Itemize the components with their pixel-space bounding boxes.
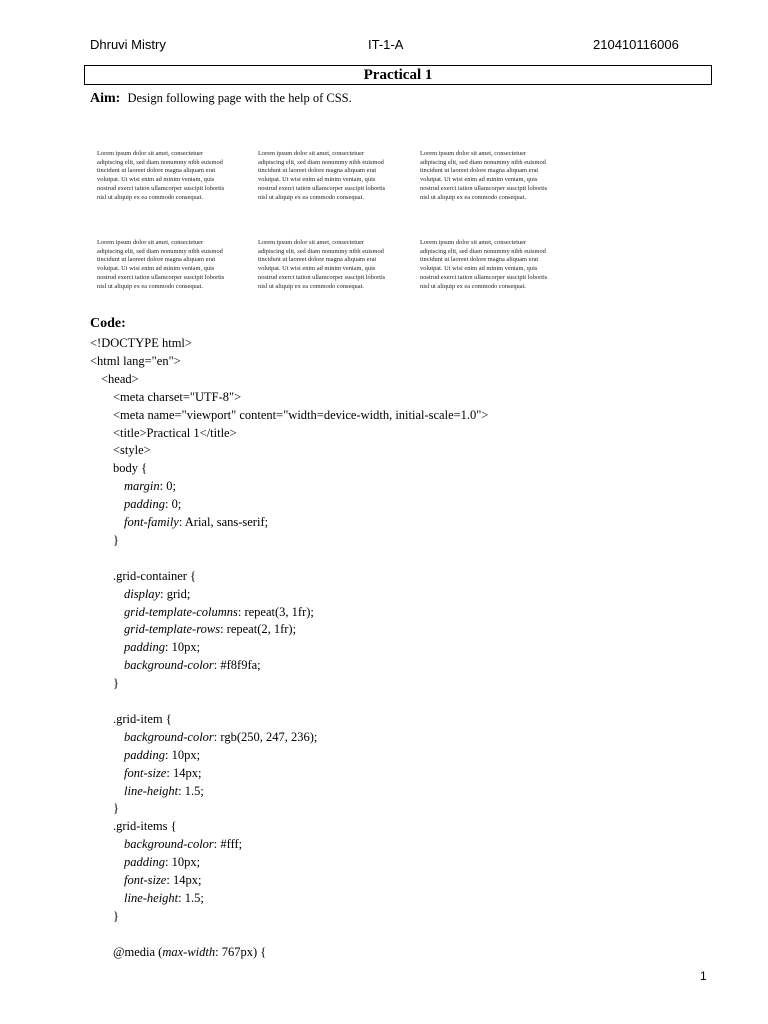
code-line: <head> [101,371,139,386]
sample-grid-line: volutpat. Ut wisi enim ad minim veniam, quis [420,265,538,273]
code-line: <meta name="viewport" content="width=device-width, initial-scale=1.0"> [113,407,489,422]
sample-grid-line: nisl ut aliquip ex ea commodo consequat. [420,282,526,290]
sample-grid-cell [258,150,398,202]
css-value: : 1.5; [178,783,204,798]
sample-grid-line: nostrud exerci tation ullamcorper suscipit lobortis [420,184,548,192]
sample-grid-line: adipiscing elit, sed diam nonummy nibh euismod [420,158,546,166]
css-value: : 10px; [164,747,201,762]
sample-grid-line: volutpat. Ut wisi enim ad minim veniam, quis [97,176,215,184]
css-property: line-height [124,783,179,798]
aim-text: Design following page with the help of CSS. [127,91,352,105]
sample-grid-line: nostrud exerci tation ullamcorper suscipit lobortis [258,273,386,281]
code-line: <meta charset="UTF-8"> [113,389,242,404]
css-property: padding [124,640,165,655]
sample-grid-cell [97,239,237,291]
css-value: : grid; [160,586,191,601]
sample-grid-line: nostrud exerci tation ullamcorper suscipit lobortis [97,273,225,281]
css-value: : #f8f9fa; [213,658,261,673]
practical-title [84,65,712,85]
header-student-name: Dhruvi Mistry [90,37,166,52]
css-property: background-color [124,658,214,673]
css-property: margin [124,479,160,494]
sample-grid-line: nisl ut aliquip ex ea commodo consequat. [420,193,526,201]
sample-grid-image [97,150,577,300]
code-line [124,603,314,621]
code-line [124,638,200,656]
code-line [124,746,200,764]
code-line: .grid-item { [113,711,172,726]
code-line: } [113,801,119,816]
code-line [124,782,204,800]
sample-grid-line: Lorem ipsum dolor sit amet, consectetuer [420,150,527,157]
css-value: : rgb(250, 247, 236); [213,729,318,744]
css-property: font-family [124,515,179,529]
sample-grid-line: adipiscing elit, sed diam nonummy nibh euismod [258,247,384,255]
sample-grid-line: Lorem ipsum dolor sit amet, consectetuer [97,239,204,246]
code-line [124,620,296,638]
sample-grid-line: Lorem ipsum dolor sit amet, consectetuer [420,239,527,246]
sample-grid-line: Lorem ipsum dolor sit amet, consectetuer [258,150,365,157]
sample-grid-cell [420,150,560,202]
sample-grid-cell [258,239,398,291]
code-line [124,889,204,907]
sample-grid-line: tincidunt ut laoreet dolore magna aliquam erat [258,256,377,264]
sample-grid-line: nostrud exerci tation ullamcorper suscipit lobortis [258,184,386,192]
css-property: font-size [124,765,167,780]
sample-grid-line: adipiscing elit, sed diam nonummy nibh euismod [420,247,546,255]
sample-grid-cell [97,150,237,202]
sample-grid-line: volutpat. Ut wisi enim ad minim veniam, quis [258,265,376,273]
code-line: .grid-items { [113,819,177,834]
sample-grid-line: nisl ut aliquip ex ea commodo consequat. [97,193,203,201]
css-value: : 10px; [164,640,201,655]
code-line: } [113,676,119,691]
css-property: background-color [124,729,214,744]
css-value: : 767px) { [215,944,267,959]
code-line: <html lang="en"> [90,353,181,368]
practical-title-text: Practical 1 [363,66,433,83]
code-line [124,835,242,853]
css-value: : repeat(3, 1fr); [237,604,314,619]
sample-grid-cell [420,239,560,291]
sample-grid-line: nisl ut aliquip ex ea commodo consequat. [258,193,364,201]
page-number: 1 [700,969,707,983]
css-value: : repeat(2, 1fr); [220,622,297,637]
sample-grid-line: tincidunt ut laoreet dolore magna aliquam erat [97,256,216,264]
sample-grid-line: Lorem ipsum dolor sit amet, consectetuer [97,150,204,157]
sample-grid-line: nisl ut aliquip ex ea commodo consequat. [97,282,203,290]
css-value: : 14px; [166,873,202,887]
code-line [113,943,266,961]
sample-grid-line: tincidunt ut laoreet dolore magna aliquam erat [420,256,539,264]
code-line: <!DOCTYPE html> [90,336,192,350]
sample-grid-line: volutpat. Ut wisi enim ad minim veniam, quis [258,176,376,184]
aim-line [90,91,352,107]
code-line: .grid-container { [113,568,197,583]
code-heading: Code: [90,316,126,331]
css-value: : #fff; [213,837,243,852]
sample-grid-line: nostrud exerci tation ullamcorper suscipit lobortis [420,273,548,281]
css-value: : 0; [159,479,176,494]
code-line: body { [113,461,148,476]
code-line [124,853,200,871]
code-line [124,656,261,674]
css-property: background-color [124,837,214,852]
css-property: padding [124,747,165,762]
code-line [124,871,201,889]
css-value: : 1.5; [178,890,204,905]
sample-grid-line: tincidunt ut laoreet dolore magna aliquam erat [258,167,377,175]
code-line: <title>Practical 1</title> [113,425,237,440]
code-line: } [113,532,119,547]
css-value: : 0; [164,497,182,512]
sample-grid-line: tincidunt ut laoreet dolore magna aliquam erat [420,167,539,175]
aim-label: Aim: [90,91,121,106]
sample-grid-line: adipiscing elit, sed diam nonummy nibh euismod [258,158,384,166]
code-line [124,477,176,495]
css-property: padding [124,497,165,512]
sample-grid-line: Lorem ipsum dolor sit amet, consectetuer [258,239,365,246]
code-line: <style> [113,443,151,458]
css-property: max-width [162,944,216,959]
sample-grid-line: adipiscing elit, sed diam nonummy nibh euismod [97,247,223,255]
code-prefix: @media ( [113,944,163,959]
sample-grid-line: nostrud exerci tation ullamcorper suscipit lobortis [97,184,225,192]
code-line [124,728,317,746]
code-line [124,585,190,603]
css-property: line-height [124,890,179,905]
css-property: padding [124,855,165,870]
code-line [124,513,268,531]
sample-grid-line: tincidunt ut laoreet dolore magna aliquam erat [97,167,216,175]
css-value: : 10px; [164,855,201,870]
css-value: : Arial, sans-serif; [178,515,269,529]
css-property: grid-template-columns [124,604,238,619]
header-enrollment-number: 210410116006 [593,37,679,52]
css-value: : 14px; [166,765,202,780]
header-class: IT-1-A [368,37,404,52]
css-property: display [124,586,161,601]
code-line [124,764,201,782]
sample-grid-line: nisl ut aliquip ex ea commodo consequat. [258,282,364,290]
code-line [124,495,181,513]
code-line: } [113,908,119,923]
sample-grid-line: volutpat. Ut wisi enim ad minim veniam, quis [97,265,215,273]
sample-grid-line: volutpat. Ut wisi enim ad minim veniam, quis [420,176,538,184]
css-property: grid-template-rows [124,622,221,637]
sample-grid-line: adipiscing elit, sed diam nonummy nibh euismod [97,158,223,166]
css-property: font-size [124,873,167,887]
